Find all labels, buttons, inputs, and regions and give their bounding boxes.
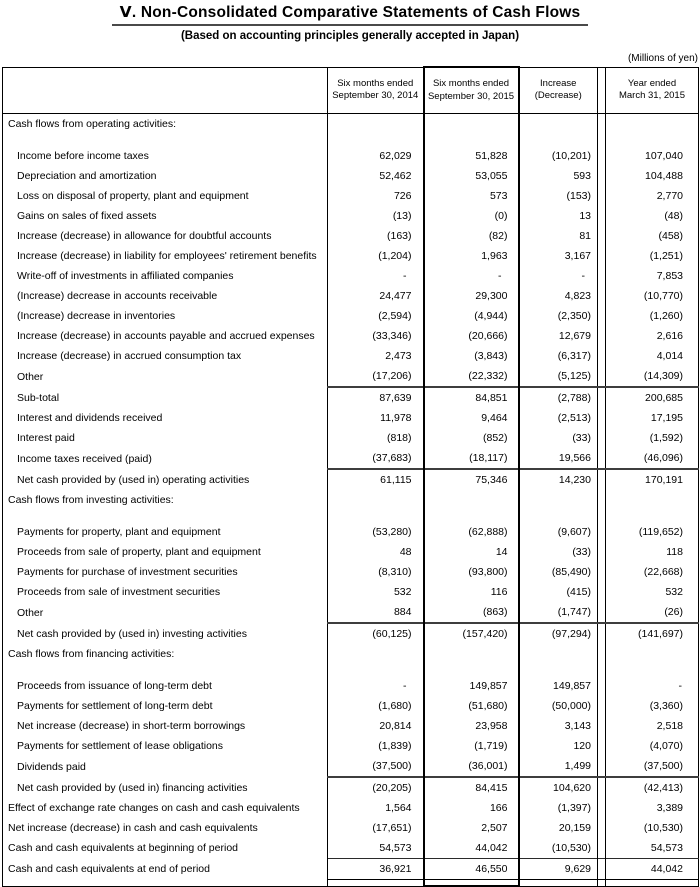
- value-cell: (2,594): [378, 310, 412, 322]
- value-cell: (33): [519, 542, 598, 562]
- value-cell: (26): [664, 606, 683, 618]
- double-rule-gap: [598, 676, 606, 696]
- value-cell: 107,040: [645, 150, 683, 162]
- value-cell: (97,294): [519, 623, 598, 644]
- value-cell: (60,125): [328, 623, 424, 644]
- row-label: (Increase) decrease in accounts receivable: [3, 286, 328, 306]
- value-cell: 4,823: [519, 286, 598, 306]
- double-rule-gap: [598, 602, 606, 623]
- value-cell: (119,652): [638, 526, 683, 538]
- value-cell: (17,206): [372, 370, 412, 382]
- value-cell: 2,507: [424, 818, 519, 838]
- row-label: Gains on sales of fixed assets: [3, 206, 328, 226]
- value-cell: 13: [519, 206, 598, 226]
- value-cell: (20,666): [424, 326, 519, 346]
- row-label: Write-off of investments in affiliated companies: [3, 266, 328, 286]
- value-cell: (1,839): [378, 740, 412, 752]
- value-cell: 87,639: [328, 387, 424, 408]
- value-cell: 9,629: [519, 859, 598, 880]
- double-rule-gap: [598, 246, 606, 266]
- double-rule-gap: [598, 366, 606, 387]
- double-rule-gap: [598, 562, 606, 582]
- document-page: [0, 3, 700, 887]
- double-rule-gap: [598, 623, 606, 644]
- value-cell: (2,513): [519, 408, 598, 428]
- value-cell: (37,500): [643, 760, 683, 772]
- value-cell: 149,857: [424, 676, 519, 696]
- value-cell: (2,350): [519, 306, 598, 326]
- value-cell: 170,191: [606, 469, 699, 490]
- value-cell: 29,300: [424, 286, 519, 306]
- value-cell: (8,310): [378, 566, 412, 578]
- value-cell: (22,668): [643, 566, 683, 578]
- double-rule-gap: [598, 859, 606, 880]
- value-cell: (1,680): [378, 700, 412, 712]
- value-cell: (85,490): [519, 562, 598, 582]
- row-label: Payments for settlement of lease obligations: [3, 736, 328, 756]
- double-rule-gap: [598, 716, 606, 736]
- double-rule-gap: [598, 286, 606, 306]
- row-label: Effect of exchange rate changes on cash and cash equivalents: [3, 798, 328, 818]
- value-cell: -: [519, 266, 598, 286]
- cash-flow-statement-table: [2, 66, 699, 887]
- double-rule-gap: [598, 346, 606, 366]
- value-cell: 149,857: [519, 676, 598, 696]
- value-cell: [328, 490, 424, 522]
- value-cell: 532: [665, 586, 683, 598]
- table-row: [3, 346, 699, 366]
- value-cell: (5,125): [519, 366, 598, 387]
- value-cell: (46,096): [643, 452, 683, 464]
- value-cell: (157,420): [424, 623, 519, 644]
- value-cell: 20,159: [519, 818, 598, 838]
- table-row: [3, 326, 699, 346]
- value-cell: 1,499: [519, 756, 598, 777]
- value-cell: 593: [519, 166, 598, 186]
- value-cell: (18,117): [424, 448, 519, 469]
- double-rule-gap: [598, 306, 606, 326]
- value-cell: 54,573: [650, 842, 683, 854]
- double-rule-gap: [598, 226, 606, 246]
- value-cell: (3,360): [649, 700, 683, 712]
- value-cell: (37,683): [372, 452, 412, 464]
- value-cell: (1,260): [649, 310, 683, 322]
- value-cell: 54,573: [379, 842, 412, 854]
- table-row: [3, 777, 699, 798]
- double-rule-gap: [598, 428, 606, 448]
- value-cell: 2,770: [656, 190, 683, 202]
- value-cell: 120: [519, 736, 598, 756]
- value-cell: 23,958: [424, 716, 519, 736]
- row-label: Net increase (decrease) in short-term borrowings: [3, 716, 328, 736]
- value-cell: -: [403, 680, 407, 692]
- value-cell: 84,415: [424, 777, 519, 798]
- value-cell: (153): [519, 186, 598, 206]
- value-cell: (20,205): [328, 777, 424, 798]
- table-row: [3, 798, 699, 818]
- row-label: Income before income taxes: [3, 146, 328, 166]
- value-cell: (13): [392, 210, 412, 222]
- row-label: Sub-total: [3, 387, 328, 408]
- table-row: [3, 306, 699, 326]
- row-label: Cash flows from financing activities:: [3, 644, 328, 676]
- row-label: Income taxes received (paid): [3, 448, 328, 469]
- table-row: [3, 448, 699, 469]
- value-cell: (10,530): [519, 838, 598, 859]
- value-cell: 166: [424, 798, 519, 818]
- double-rule-gap: [598, 387, 606, 408]
- value-cell: [606, 114, 699, 147]
- value-cell: 2,518: [656, 720, 683, 732]
- table-row: [3, 522, 699, 542]
- header-six-months-2015: Six months ended September 30, 2015: [424, 67, 519, 114]
- header-six-months-2014: Six months ended September 30, 2014: [328, 67, 424, 114]
- value-cell: 2,616: [656, 330, 683, 342]
- value-cell: [328, 114, 424, 147]
- value-cell: 17,195: [650, 412, 683, 424]
- value-cell: (62,888): [424, 522, 519, 542]
- table-row: [3, 428, 699, 448]
- double-rule-gap: [598, 542, 606, 562]
- value-cell: 81: [519, 226, 598, 246]
- value-cell: 573: [424, 186, 519, 206]
- row-label: Net cash provided by (used in) financing activities: [3, 777, 328, 798]
- value-cell: (6,317): [519, 346, 598, 366]
- row-label: Increase (decrease) in accrued consumption tax: [3, 346, 328, 366]
- table-row: [3, 542, 699, 562]
- value-cell: 14,230: [519, 469, 598, 490]
- value-cell: (818): [386, 432, 412, 444]
- value-cell: (50,000): [519, 696, 598, 716]
- value-cell: (10,530): [643, 822, 683, 834]
- value-cell: (17,651): [372, 822, 412, 834]
- value-cell: (93,800): [424, 562, 519, 582]
- double-rule-gap: [598, 146, 606, 166]
- value-cell: [606, 644, 699, 676]
- value-cell: (4,944): [424, 306, 519, 326]
- value-cell: 7,853: [656, 270, 683, 282]
- table-row: [3, 206, 699, 226]
- table-tail-row: [3, 880, 699, 887]
- double-rule-gap: [598, 326, 606, 346]
- value-cell: 104,488: [645, 170, 683, 182]
- row-label: Interest and dividends received: [3, 408, 328, 428]
- row-label: Payments for property, plant and equipment: [3, 522, 328, 542]
- value-cell: 726: [393, 190, 412, 202]
- table-header-row: [3, 67, 699, 114]
- table-row: [3, 736, 699, 756]
- header-item-column: [3, 67, 328, 114]
- value-cell: (1,397): [519, 798, 598, 818]
- value-cell: (141,697): [606, 623, 699, 644]
- double-rule-gap: [598, 798, 606, 818]
- row-label: Interest paid: [3, 428, 328, 448]
- value-cell: (1,204): [378, 250, 412, 262]
- section-header-row: [3, 114, 699, 147]
- table-row: [3, 226, 699, 246]
- table-row: [3, 696, 699, 716]
- section-header-row: [3, 490, 699, 522]
- value-cell: (2,788): [519, 387, 598, 408]
- value-cell: [519, 114, 598, 147]
- value-cell: (10,770): [643, 290, 683, 302]
- value-cell: 36,921: [328, 859, 424, 880]
- value-cell: 9,464: [424, 408, 519, 428]
- value-cell: 44,042: [424, 838, 519, 859]
- table-row: [3, 387, 699, 408]
- table-row: [3, 246, 699, 266]
- double-rule-gap: [598, 644, 606, 676]
- double-rule-gap: [598, 818, 606, 838]
- value-cell: (4,070): [649, 740, 683, 752]
- value-cell: 3,167: [519, 246, 598, 266]
- row-label: Cash and cash equivalents at beginning of period: [3, 838, 328, 859]
- table-row: [3, 716, 699, 736]
- value-cell: -: [678, 680, 682, 692]
- value-cell: 20,814: [379, 720, 412, 732]
- value-cell: (22,332): [424, 366, 519, 387]
- table-row: [3, 562, 699, 582]
- value-cell: -: [403, 270, 407, 282]
- value-cell: 11,978: [380, 412, 412, 424]
- double-rule-gap: [598, 490, 606, 522]
- value-cell: (33): [519, 428, 598, 448]
- double-rule-gap: [598, 582, 606, 602]
- value-cell: [519, 644, 598, 676]
- value-cell: 44,042: [606, 859, 699, 880]
- value-cell: [424, 114, 519, 147]
- double-rule-gap: [598, 838, 606, 859]
- value-cell: (1,747): [519, 602, 598, 623]
- value-cell: (415): [519, 582, 598, 602]
- row-label: Cash flows from investing activities:: [3, 490, 328, 522]
- value-cell: (42,413): [606, 777, 699, 798]
- header-spacer: [598, 67, 606, 114]
- table-row: [3, 146, 699, 166]
- double-rule-gap: [598, 469, 606, 490]
- row-label: Cash flows from operating activities:: [3, 114, 328, 147]
- row-label: Loss on disposal of property, plant and equipment: [3, 186, 328, 206]
- value-cell: 12,679: [519, 326, 598, 346]
- value-cell: 61,115: [328, 469, 424, 490]
- row-label: Increase (decrease) in allowance for doubtful accounts: [3, 226, 328, 246]
- value-cell: [519, 490, 598, 522]
- value-cell: 118: [666, 546, 683, 558]
- value-cell: 116: [424, 582, 519, 602]
- value-cell: 24,477: [379, 290, 412, 302]
- value-cell: 884: [393, 606, 412, 618]
- value-cell: (48): [664, 210, 683, 222]
- value-cell: (82): [424, 226, 519, 246]
- value-cell: 14: [424, 542, 519, 562]
- table-row: [3, 602, 699, 623]
- row-label: Proceeds from issuance of long-term debt: [3, 676, 328, 696]
- row-label: Proceeds from sale of investment securities: [3, 582, 328, 602]
- table-row: [3, 582, 699, 602]
- table-row: [3, 838, 699, 859]
- section-header-row: [3, 644, 699, 676]
- table-row: [3, 286, 699, 306]
- row-label: Net increase (decrease) in cash and cash equivalents: [3, 818, 328, 838]
- value-cell: 84,851: [424, 387, 519, 408]
- row-label: Depreciation and amortization: [3, 166, 328, 186]
- value-cell: 2,473: [385, 350, 412, 362]
- value-cell: 3,389: [656, 802, 683, 814]
- row-label: Increase (decrease) in liability for employees' retirement benefits: [3, 246, 328, 266]
- row-label: Other: [3, 366, 328, 387]
- value-cell: 4,014: [656, 350, 683, 362]
- value-cell: 104,620: [519, 777, 598, 798]
- table-row: [3, 166, 699, 186]
- value-cell: [424, 490, 519, 522]
- page-title: Ⅴ. Non-Consolidated Comparative Statements of Cash Flows: [112, 3, 589, 26]
- value-cell: 52,462: [379, 170, 412, 182]
- header-year-ended-2015: Year ended March 31, 2015: [606, 67, 699, 114]
- row-label: Other: [3, 602, 328, 623]
- double-rule-gap: [598, 448, 606, 469]
- value-cell: (163): [386, 230, 412, 242]
- table-row: [3, 676, 699, 696]
- value-cell: (53,280): [372, 526, 412, 538]
- value-cell: (33,346): [372, 330, 412, 342]
- double-rule-gap: [598, 756, 606, 777]
- value-cell: 75,346: [424, 469, 519, 490]
- value-cell: (9,607): [519, 522, 598, 542]
- double-rule-gap: [598, 186, 606, 206]
- value-cell: 200,685: [606, 387, 699, 408]
- table-row: [3, 756, 699, 777]
- row-label: Increase (decrease) in accounts payable and accrued expenses: [3, 326, 328, 346]
- value-cell: (1,719): [424, 736, 519, 756]
- value-cell: 53,055: [424, 166, 519, 186]
- double-rule-gap: [598, 114, 606, 147]
- value-cell: (14,309): [643, 370, 683, 382]
- value-cell: 62,029: [379, 150, 412, 162]
- double-rule-gap: [598, 522, 606, 542]
- row-label: Payments for purchase of investment securities: [3, 562, 328, 582]
- value-cell: 46,550: [424, 859, 519, 880]
- table-row: [3, 366, 699, 387]
- row-label: Net cash provided by (used in) investing activities: [3, 623, 328, 644]
- row-label: Cash and cash equivalents at end of period: [3, 859, 328, 880]
- double-rule-gap: [598, 736, 606, 756]
- value-cell: [606, 490, 699, 522]
- table-row: [3, 408, 699, 428]
- value-cell: 19,566: [519, 448, 598, 469]
- double-rule-gap: [598, 408, 606, 428]
- table-row: [3, 623, 699, 644]
- double-rule-gap: [598, 266, 606, 286]
- value-cell: (51,680): [424, 696, 519, 716]
- double-rule-gap: [598, 206, 606, 226]
- row-label: Payments for settlement of long-term debt: [3, 696, 328, 716]
- value-cell: 532: [393, 586, 412, 598]
- value-cell: (1,251): [649, 250, 683, 262]
- value-cell: (1,592): [649, 432, 683, 444]
- value-cell: (852): [424, 428, 519, 448]
- table-row: [3, 818, 699, 838]
- row-label: Net cash provided by (used in) operating activities: [3, 469, 328, 490]
- value-cell: (10,201): [519, 146, 598, 166]
- value-cell: (36,001): [424, 756, 519, 777]
- value-cell: (458): [658, 230, 683, 242]
- page-subtitle: (Based on accounting principles generally accepted in Japan): [180, 30, 520, 42]
- table-row: [3, 859, 699, 880]
- double-rule-gap: [598, 166, 606, 186]
- value-cell: (3,843): [424, 346, 519, 366]
- value-cell: (0): [424, 206, 519, 226]
- value-cell: [424, 644, 519, 676]
- row-label: Dividends paid: [3, 756, 328, 777]
- value-cell: 1,564: [385, 802, 412, 814]
- value-cell: [328, 644, 424, 676]
- double-rule-gap: [598, 696, 606, 716]
- row-label: (Increase) decrease in inventories: [3, 306, 328, 326]
- value-cell: 51,828: [424, 146, 519, 166]
- header-increase-decrease: Increase (Decrease): [519, 67, 598, 114]
- row-label: Proceeds from sale of property, plant and equipment: [3, 542, 328, 562]
- value-cell: 1,963: [424, 246, 519, 266]
- value-cell: 3,143: [519, 716, 598, 736]
- value-cell: (37,500): [372, 760, 412, 772]
- double-rule-gap: [598, 777, 606, 798]
- value-cell: (863): [424, 602, 519, 623]
- table-row: [3, 186, 699, 206]
- table-row: [3, 266, 699, 286]
- value-cell: 48: [399, 546, 412, 558]
- table-row: [3, 469, 699, 490]
- unit-note: (Millions of yen): [627, 53, 698, 64]
- value-cell: -: [424, 266, 519, 286]
